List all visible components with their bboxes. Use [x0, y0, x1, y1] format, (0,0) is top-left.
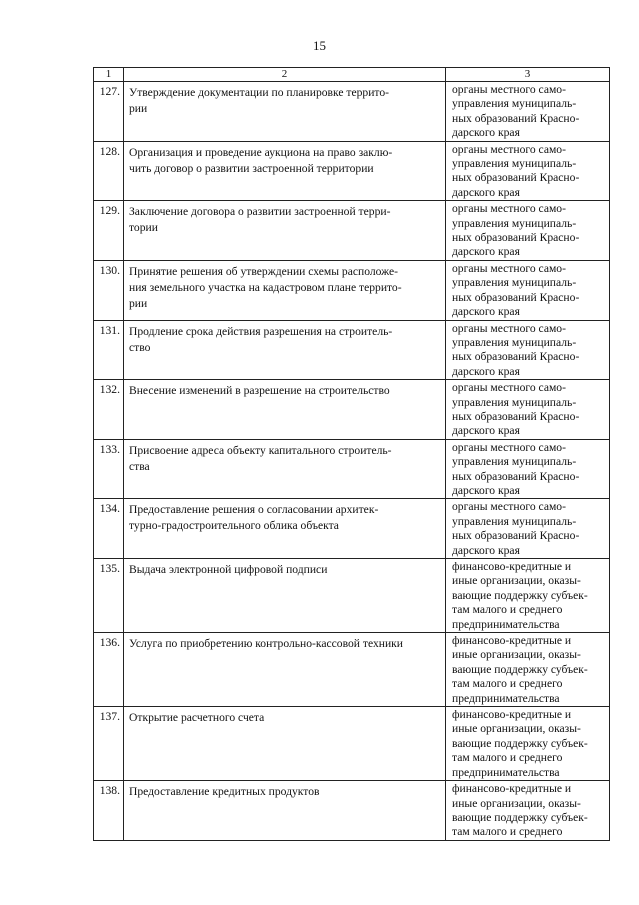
row-number: 129. [94, 201, 124, 261]
service-name: Утверждение документации по планировке террито- рии [124, 82, 446, 142]
service-name: Заключение договора о развитии застроенной терри- тории [124, 201, 446, 261]
row-number: 133. [94, 439, 124, 499]
row-number: 128. [94, 141, 124, 201]
responsible-organization: финансово-кредитные и иные организации, оказы- вающие поддержку субъек- там малого и среднего предпринимательства [446, 707, 610, 781]
table-header-row [94, 68, 610, 82]
service-name: Внесение изменений в разрешение на строительство [124, 380, 446, 440]
service-name: Присвоение адреса объекту капитального строитель- ства [124, 439, 446, 499]
service-name: Продление срока действия разрешения на строитель- ство [124, 320, 446, 380]
row-number: 127. [94, 82, 124, 142]
service-name: Принятие решения об утверждении схемы расположе- ния земельного участка на кадастровом плане террито- рии [124, 260, 446, 320]
responsible-organization: органы местного само- управления муниципаль- ных образований Красно- дарского края [446, 141, 610, 201]
responsible-organization: органы местного само- управления муниципаль- ных образований Красно- дарского края [446, 320, 610, 380]
service-name: Организация и проведение аукциона на право заклю- чить договор о развитии застроенной территории [124, 141, 446, 201]
page-number: 15 [313, 38, 326, 53]
responsible-organization: финансово-кредитные и иные организации, оказы- вающие поддержку субъек- там малого и среднего предпринимательства [446, 559, 610, 633]
table-row [94, 499, 610, 559]
services-table [93, 67, 610, 841]
table-row [94, 559, 610, 633]
row-number: 131. [94, 320, 124, 380]
table-row [94, 260, 610, 320]
row-number: 137. [94, 707, 124, 781]
column-header-number: 1 [94, 68, 124, 82]
table-row [94, 380, 610, 440]
responsible-organization: органы местного само- управления муниципаль- ных образований Красно- дарского края [446, 439, 610, 499]
responsible-organization: органы местного само- управления муниципаль- ных образований Красно- дарского края [446, 499, 610, 559]
table-row [94, 320, 610, 380]
row-number: 135. [94, 559, 124, 633]
row-number: 138. [94, 781, 124, 841]
responsible-organization: органы местного само- управления муниципаль- ных образований Красно- дарского края [446, 380, 610, 440]
responsible-organization: органы местного само- управления муниципаль- ных образований Красно- дарского края [446, 260, 610, 320]
table-row [94, 633, 610, 707]
table-row [94, 82, 610, 142]
service-name: Услуга по приобретению контрольно-кассовой техники [124, 633, 446, 707]
table-row [94, 707, 610, 781]
service-name: Предоставление решения о согласовании архитек- турно-градостроительного облика объекта [124, 499, 446, 559]
row-number: 132. [94, 380, 124, 440]
row-number: 136. [94, 633, 124, 707]
column-header-organization: 3 [446, 68, 610, 82]
row-number: 134. [94, 499, 124, 559]
service-name: Открытие расчетного счета [124, 707, 446, 781]
row-number: 130. [94, 260, 124, 320]
table-row [94, 201, 610, 261]
responsible-organization: финансово-кредитные и иные организации, оказы- вающие поддержку субъек- там малого и среднего [446, 781, 610, 841]
service-name: Предоставление кредитных продуктов [124, 781, 446, 841]
column-header-service: 2 [124, 68, 446, 82]
table-row [94, 439, 610, 499]
responsible-organization: органы местного само- управления муниципаль- ных образований Красно- дарского края [446, 201, 610, 261]
service-name: Выдача электронной цифровой подписи [124, 559, 446, 633]
table-row [94, 141, 610, 201]
table-row [94, 781, 610, 841]
responsible-organization: органы местного само- управления муниципаль- ных образований Красно- дарского края [446, 82, 610, 142]
responsible-organization: финансово-кредитные и иные организации, оказы- вающие поддержку субъек- там малого и среднего предпринимательства [446, 633, 610, 707]
